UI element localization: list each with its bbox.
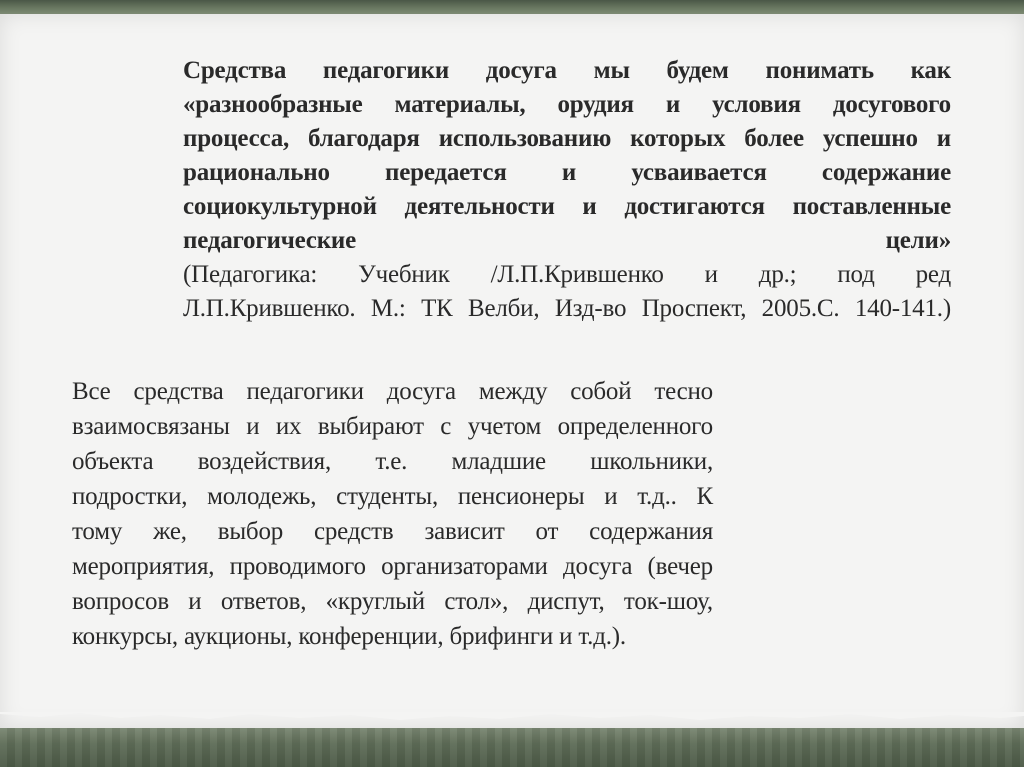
word: и [704, 261, 718, 288]
top-frame-band [0, 0, 1024, 14]
word: цели» [885, 227, 951, 254]
word: усваивается [631, 159, 767, 186]
word: и [936, 125, 951, 152]
word: под [837, 261, 875, 288]
word: брифинги [449, 623, 560, 650]
word: педагогики [322, 57, 450, 84]
body-line [72, 374, 713, 409]
word: «круглый [325, 588, 425, 615]
word: организаторами [381, 553, 548, 580]
word: Все [72, 378, 111, 405]
word: Проспект, [641, 295, 747, 322]
word: мы [593, 57, 630, 84]
word: выбор [217, 518, 284, 545]
word: между [478, 378, 548, 405]
word: условия [712, 91, 801, 118]
word: пенсионеры [457, 483, 585, 510]
word: и [188, 588, 202, 615]
word: /Л.П.Крившенко [490, 261, 664, 288]
word: тесно [654, 378, 713, 405]
word: и [246, 413, 260, 440]
word: подростки, [72, 483, 188, 510]
quote-line [183, 156, 951, 190]
citation-line [183, 292, 951, 326]
word: орудия [557, 91, 634, 118]
body-line [72, 549, 713, 584]
word: материалы, [394, 91, 526, 118]
word: определенного [557, 413, 713, 440]
word: 140-141.) [854, 295, 951, 322]
word: ток-шоу, [623, 588, 713, 615]
word: более [744, 125, 804, 152]
word: объекта [72, 448, 154, 475]
word: «разнообразные [183, 91, 363, 118]
word: Велби, [468, 295, 540, 322]
word: их [275, 413, 302, 440]
body-line [72, 444, 713, 479]
word: учетом [467, 413, 542, 440]
word: аукционы, [183, 623, 299, 650]
quote-line [183, 190, 951, 224]
word: т.е. [375, 448, 408, 475]
word: и [582, 193, 597, 220]
word: К [696, 483, 713, 510]
definition-quote [183, 54, 951, 326]
word: ответов, [220, 588, 307, 615]
word: содержания [589, 518, 713, 545]
word: процесса, [183, 125, 290, 152]
word: социокультурной [183, 193, 377, 220]
word: достигаются [624, 193, 765, 220]
word: диспут, [527, 588, 605, 615]
word: как [910, 57, 951, 84]
word: и [665, 91, 681, 118]
word: и [561, 159, 577, 186]
word: досуга [386, 378, 456, 405]
word: же, [153, 518, 187, 545]
word: проводимого [229, 553, 366, 580]
word: и [559, 623, 579, 650]
word: зависит [424, 518, 505, 545]
body-line [72, 584, 713, 619]
word: (Педагогика: [183, 261, 318, 288]
word: тому [72, 518, 123, 545]
word: стол», [444, 588, 509, 615]
word: от [535, 518, 559, 545]
word: 2005.С. [761, 295, 840, 322]
word: выбирают [317, 413, 424, 440]
word: школьники, [590, 448, 713, 475]
body-line [72, 479, 713, 514]
word: т.д.. [637, 483, 677, 510]
word: младшие [451, 448, 546, 475]
quote-line [183, 122, 951, 156]
word: средств [313, 518, 394, 545]
word: студенты, [336, 483, 439, 510]
word: др.; [758, 261, 797, 288]
word: досугового [832, 91, 951, 118]
word: Средства [183, 57, 287, 84]
word: молодежь, [207, 483, 317, 510]
body-line [72, 619, 713, 654]
word: собой [570, 378, 632, 405]
word: Учебник [358, 261, 450, 288]
quote-line [183, 54, 951, 88]
word: передается [385, 159, 507, 186]
slide-page [0, 14, 1024, 728]
word: которых [630, 125, 726, 152]
word: досуга [562, 553, 633, 580]
body-line [72, 514, 713, 549]
word: т.д.). [578, 623, 626, 650]
word: успешно [822, 125, 918, 152]
body-paragraph [72, 374, 713, 654]
word: вопросов [72, 588, 169, 615]
word: мероприятия, [72, 553, 215, 580]
bottom-frame-band [0, 728, 1024, 767]
word: Л.П.Крившенко. [183, 295, 356, 322]
word: рационально [183, 159, 330, 186]
word: взаимосвязаны [72, 413, 230, 440]
citation-line [183, 258, 951, 292]
word: поставленные [792, 193, 951, 220]
word: и [604, 483, 618, 510]
word: педагогические [183, 227, 357, 254]
word: Изд-во [554, 295, 627, 322]
word: досуга [485, 57, 557, 84]
word: ТК [421, 295, 453, 322]
word: с [440, 413, 452, 440]
word: конкурсы, [72, 623, 184, 650]
word: благодаря [308, 125, 420, 152]
body-line [72, 409, 713, 444]
word: средства [133, 378, 224, 405]
word: деятельности [404, 193, 555, 220]
word: использованию [438, 125, 612, 152]
word: конференции, [298, 623, 450, 650]
word: (вечер [647, 553, 713, 580]
word: содержание [821, 159, 951, 186]
word: ред [915, 261, 951, 288]
word: воздействия, [197, 448, 332, 475]
word: М.: [370, 295, 406, 322]
quote-line [183, 88, 951, 122]
word: понимать [765, 57, 874, 84]
word: педагогики [246, 378, 364, 405]
quote-line [183, 224, 951, 258]
word: будем [666, 57, 729, 84]
